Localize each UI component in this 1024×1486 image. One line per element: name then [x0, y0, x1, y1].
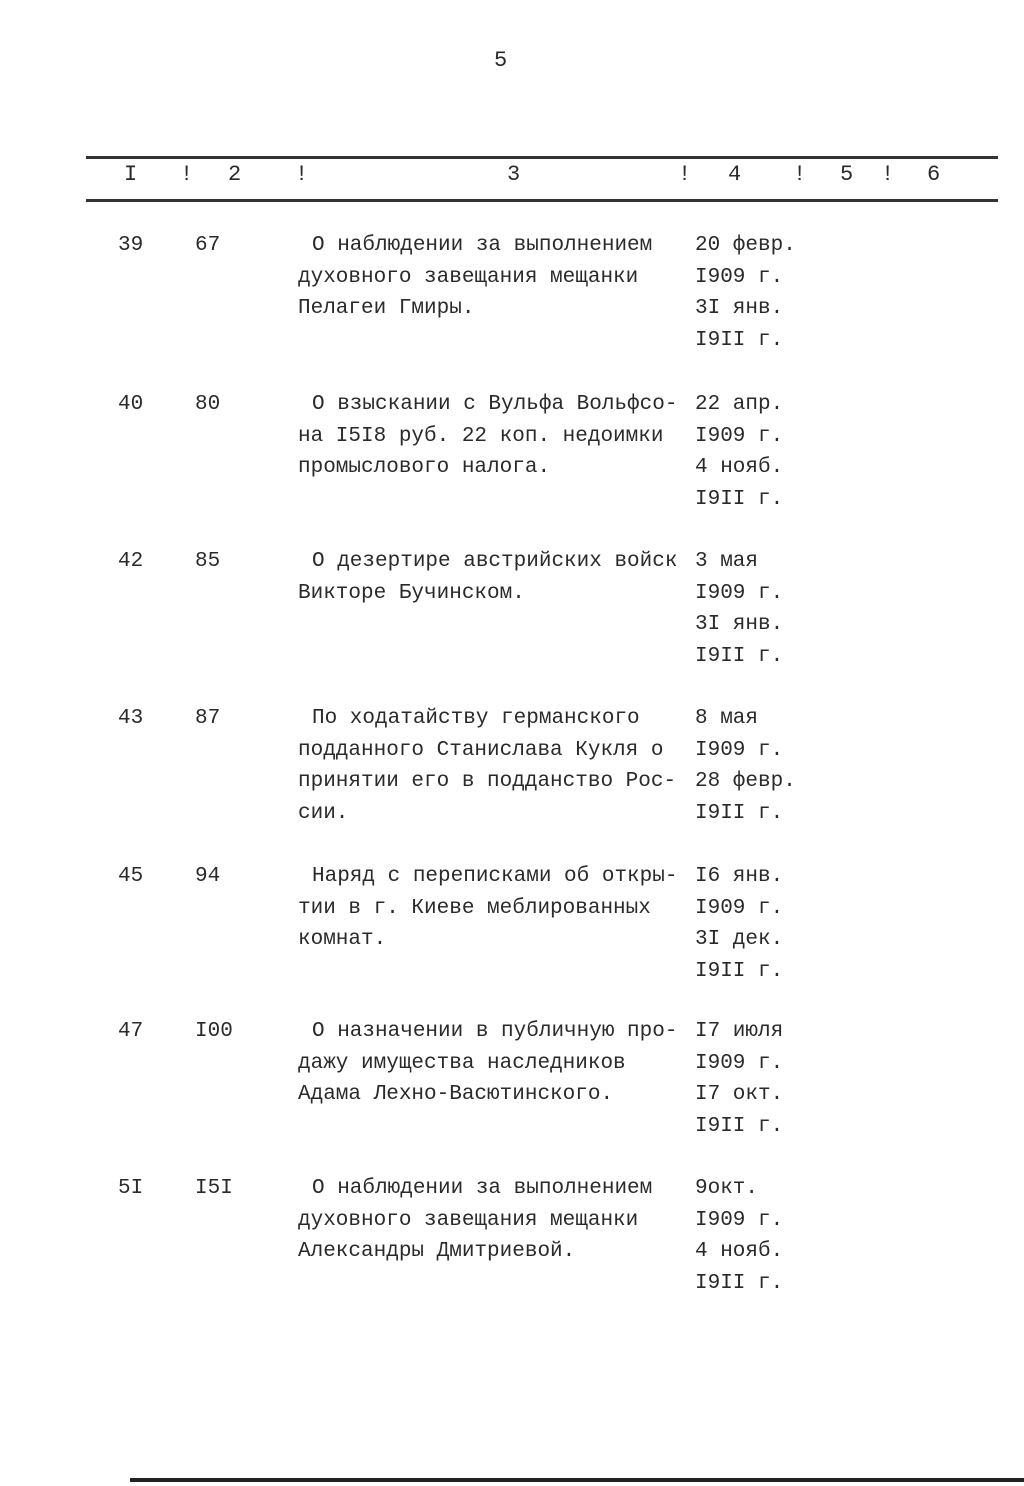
date-line: 3 мая — [695, 550, 759, 573]
date-line: 8 мая — [695, 707, 759, 730]
file-number: 85 — [195, 550, 221, 573]
entry-number: 5I — [118, 1177, 144, 1200]
date-line: I909 г. — [695, 581, 784, 605]
entry-dates — [695, 546, 783, 672]
header-sep: ! — [295, 162, 309, 187]
entry-title — [298, 861, 677, 956]
entry-dates — [695, 1016, 783, 1142]
entry-dates — [695, 861, 783, 987]
header-sep: ! — [678, 162, 692, 187]
entry-title — [298, 546, 677, 609]
date-line: 28 февр. — [695, 770, 796, 793]
entry-title — [298, 389, 677, 484]
entry-title — [298, 1016, 677, 1111]
title-line: принятии его в подданство Рос- — [298, 770, 677, 793]
header-sep: ! — [881, 162, 895, 187]
date-line: I909 г. — [695, 1051, 784, 1075]
date-line: 3I янв. — [695, 297, 784, 320]
bottom-rule — [130, 1478, 1024, 1482]
title-line: Викторе Бучинском. — [298, 581, 525, 605]
header-col6: 6 — [927, 162, 941, 187]
title-line: комнат. — [298, 928, 387, 951]
date-line: 4 нояб. — [695, 1240, 784, 1263]
date-line: I9II г. — [695, 487, 784, 511]
date-line: I7 июля — [695, 1020, 784, 1043]
title-line: По ходатайству германского — [312, 707, 640, 730]
header-top-rule — [86, 156, 998, 159]
date-line: 20 февр. — [695, 234, 796, 257]
date-line: I9II г. — [695, 328, 784, 352]
file-number: 94 — [195, 865, 221, 888]
title-line: духовного завещания мещанки — [298, 265, 639, 289]
page-number: 5 — [494, 48, 508, 73]
entry-number: 40 — [118, 393, 144, 416]
date-line: 4 нояб. — [695, 456, 784, 479]
date-line: 3I янв. — [695, 613, 784, 636]
entry-dates — [695, 703, 796, 829]
entry-dates — [695, 389, 783, 515]
title-line: О назначении в публичную про- — [312, 1020, 678, 1043]
file-number: 87 — [195, 707, 221, 730]
header-col1: I — [124, 162, 138, 187]
date-line: 9окт. — [695, 1177, 759, 1200]
title-line: Пелагеи Гмиры. — [298, 297, 475, 320]
entry-number: 42 — [118, 550, 144, 573]
title-line: Наряд с переписками об откры- — [312, 865, 678, 888]
header-col2: 2 — [228, 162, 242, 187]
entry-title — [298, 230, 652, 325]
title-line: О дезертире австрийских войск — [312, 550, 678, 573]
header-col3: 3 — [507, 162, 521, 187]
entry-number: 47 — [118, 1020, 144, 1043]
title-line: Адама Лехно-Васютинского. — [298, 1083, 614, 1106]
file-number: 80 — [195, 393, 221, 416]
date-line: I9II г. — [695, 1114, 784, 1138]
file-number: I00 — [195, 1020, 233, 1043]
date-line: I7 окт. — [695, 1083, 784, 1106]
entry-number: 39 — [118, 234, 144, 257]
header-col4: 4 — [728, 162, 742, 187]
entry-title — [298, 1173, 652, 1268]
file-number: 67 — [195, 234, 221, 257]
title-line: О наблюдении за выполнением — [312, 234, 653, 257]
title-line: дажу имущества наследников — [298, 1051, 626, 1075]
title-line: на I5I8 руб. 22 коп. недоимки — [298, 424, 664, 448]
header-sep: ! — [180, 162, 194, 187]
date-line: I9II г. — [695, 801, 784, 825]
title-line: духовного завещания мещанки — [298, 1208, 639, 1232]
date-line: I909 г. — [695, 265, 784, 289]
date-line: I909 г. — [695, 424, 784, 448]
entry-dates — [695, 1173, 783, 1299]
entry-title — [298, 703, 676, 829]
date-line: I909 г. — [695, 896, 784, 920]
title-line: О наблюдении за выполнением — [312, 1177, 653, 1200]
date-line: 3I дек. — [695, 928, 784, 951]
date-line: I909 г. — [695, 1208, 784, 1232]
header-bottom-rule — [86, 199, 998, 202]
date-line: I9II г. — [695, 644, 784, 668]
header-sep: ! — [793, 162, 807, 187]
title-line: Александры Дмитриевой. — [298, 1240, 576, 1263]
date-line: I909 г. — [695, 738, 784, 762]
date-line: I9II г. — [695, 959, 784, 983]
entry-number: 43 — [118, 707, 144, 730]
title-line: О взыскании с Вульфа Вольфсо- — [312, 393, 678, 416]
file-number: I5I — [195, 1177, 233, 1200]
date-line: 22 апр. — [695, 393, 784, 416]
title-line: сии. — [298, 801, 349, 825]
title-line: тии в г. Киеве меблированных — [298, 896, 651, 920]
entry-dates — [695, 230, 796, 356]
title-line: промыслового налога. — [298, 456, 551, 479]
entry-number: 45 — [118, 865, 144, 888]
header-col5: 5 — [840, 162, 854, 187]
date-line: I9II г. — [695, 1271, 784, 1295]
date-line: I6 янв. — [695, 865, 784, 888]
title-line: подданного Станислава Кукля о — [298, 738, 664, 762]
